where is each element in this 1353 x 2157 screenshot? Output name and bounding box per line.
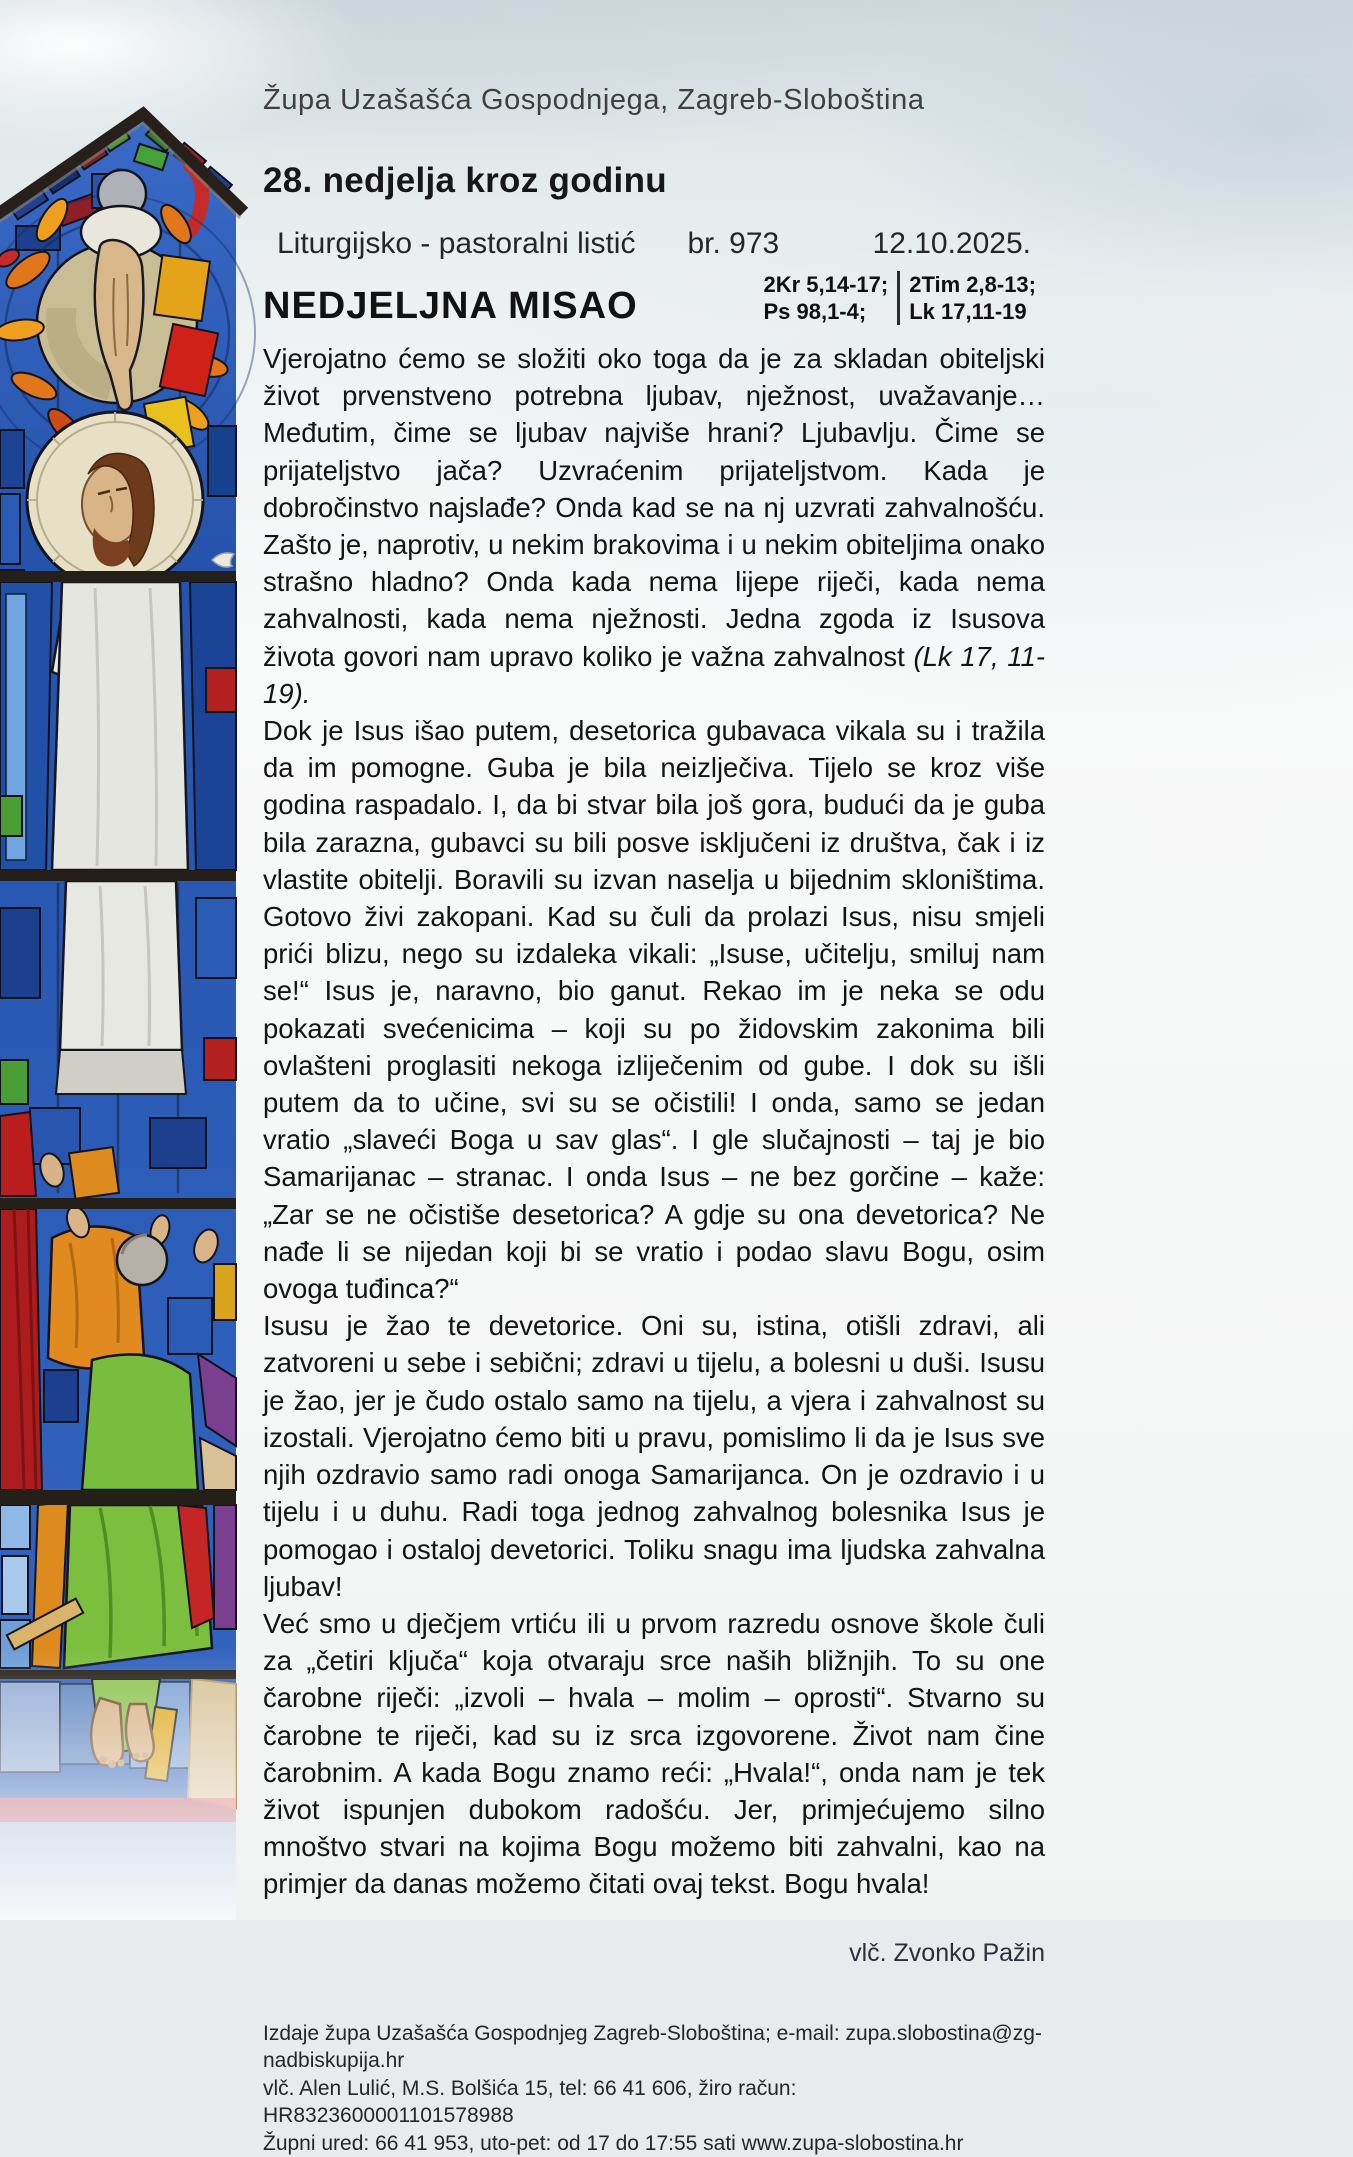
section-header-row <box>263 271 1045 328</box>
bulletin-type-label: Liturgijsko - pastoralni listić <box>277 227 636 260</box>
reading-ref: Ps 98,1-4; <box>763 299 867 324</box>
reading-ref: 2Kr 5,14-17; <box>763 272 889 297</box>
imprint-footer <box>263 2020 1045 2157</box>
readings-column-left <box>754 271 900 325</box>
footer-line-1: Izdaje župa Uzašašća Gospodnjeg Zagreb-Sloboština; e-mail: zupa.slobostina@zg-nadbiskupija.hr <box>263 2021 1042 2073</box>
reading-ref: 2Tim 2,8-13; <box>909 272 1036 297</box>
section-title: NEDJELJNA MISAO <box>263 285 638 327</box>
footer-line-3: Župni ured: 66 41 953, uto-pet: od 17 do 17:55 sati www.zupa-slobostina.hr <box>263 2131 964 2155</box>
bulletin-content <box>263 0 1045 2157</box>
readings-table <box>754 271 1045 325</box>
parish-name: Župa Uzašašća Gospodnjega, Zagreb-Sloboština <box>263 84 925 116</box>
footer-line-2: vlč. Alen Lulić, M.S. Bolšića 15, tel: 66 41 606, žiro račun: HR8323600001101578988 <box>263 2076 797 2128</box>
sermon-paragraph: Dok je Isus išao putem, desetorica gubavaca vikala su i tražila da im pomogne. Guba je bila neizlječiva. Tijelo se kroz više godina raspadalo. I, da bi stvar bila još gora, budući da je guba bila zarazna, gubavci su bili posve isključeni iz društva, čak i iz vlastite obitelji. Boravili su izvan naselja u bijednim skloništima. Gotovo živi zakopani. Kad su čuli da prolazi Isus, nisu smjeli prići blizu, nego su izdaleka vikali: „Isuse, učitelju, smiluj nam se!“ Isus je, naravno, bio ganut. Rekao im je neka se odu pokazati svećenicima – koji su po židovskim zakonima bili ovlašteni proglasiti nekoga izliječenim od gube. I dok su išli putem da to učine, svi su se očistili! I onda, samo se jedan vratio „slaveći Boga u sav glas“. I gle slučajnosti – taj je bio Samarijanac – stranac. I onda Isus – ne bez gorčine – kaže: „Zar se ne očistiše desetorica? A gdje su ona devetorica? Ne nađe li se nijedan koji bi se vratio i podao slavu Bogu, osim ovoga tuđinca?“ <box>263 715 1045 1305</box>
stained-glass-window <box>0 108 236 1920</box>
scripture-citation: (Lk 17, 11-19). <box>263 640 1045 709</box>
sermon-body <box>263 340 1045 1903</box>
reading-ref: Lk 17,11-19 <box>909 299 1027 324</box>
issue-number: br. 973 <box>687 227 780 260</box>
sermon-paragraph: Već smo u dječjem vrtiću ili u prvom razredu osnove škole čuli za „četiri ključa“ koja otvaraju srce naših bližnjih. To su one čarobne riječi: „izvoli – hvala – molim – oprosti“. Stvarno su čarobne te riječi, kad su iz srca izgovorene. Život nam čine čarobnim. A kada Bogu znamo reći: „Hvala!“, onda nam je tek život ispunjen dubokom radošću. Jer, primjećujemo silno mnoštvo stvari na kojima Bogu možemo biti zahvalni, kao na primjer da danas možemo čitati ovaj tekst. Bogu hvala! <box>263 1607 1045 1900</box>
issue-date: 12.10.2025. <box>872 227 1031 260</box>
author-signature: vlč. Zvonko Pažin <box>849 1938 1045 1967</box>
sermon-paragraph <box>263 340 1045 712</box>
page-title: 28. nedjelja kroz godinu <box>263 161 667 200</box>
sermon-paragraph: Isusu je žao te devetorice. Oni su, istina, otišli zdravi, ali zatvoreni u sebe i sebični; zdravi u tijelu, a bolesni u duši. Isusu je žao, jer je čudo ostalo samo na tijelu, a vjera i zahvalnost su izostali. Vjerojatno ćemo biti u pravu, pomislimo li da je Isus sve njih ozdravio samo radi onoga Samarijanca. On je ozdravio i u tijelu i u duhu. Radi toga jednog zahvalnog bolesnika Isus je pomogao i ostaloj devetorici. Toliku snagu ima ljudska zahvalna ljubav! <box>263 1310 1045 1602</box>
paragraph-text: Vjerojatno ćemo se složiti oko toga da je za skladan obiteljski život prvenstveno potrebna ljubav, nježnost, uvažavanje… Međutim, čime se ljubav najviše hrani? Ljubavlju. Čime se prijateljstvo jača? Uzvraćenim prijateljstvom. Kada je dobročinstvo najslađe? Onda kad se na nj uzvrati zahvalnošću. Zašto je, naprotiv, u nekim brakovima i u nekim obiteljima onako strašno hladno? Onda kada nema lijepe riječi, kada nema zahvalnosti, kada nema nježnosti. Jedna zgoda iz Isusova života govori nam upravo koliko je važna zahvalnost <box>263 343 1045 672</box>
apostles-scene <box>0 1203 236 1490</box>
ascension-stained-glass-image <box>0 108 236 1920</box>
readings-column-right <box>900 271 1045 325</box>
issue-row <box>263 227 1045 261</box>
christ-halo-face <box>27 412 203 588</box>
